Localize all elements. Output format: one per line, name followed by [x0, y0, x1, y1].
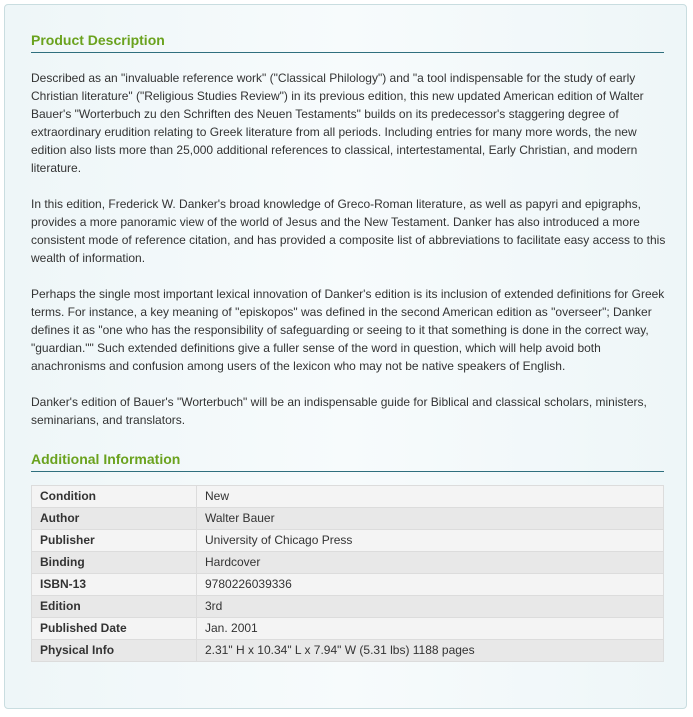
row-label-publisher: Publisher	[32, 530, 197, 552]
row-value-condition: New	[197, 486, 664, 508]
table-row	[32, 640, 664, 662]
description-paragraph: In this edition, Frederick W. Danker's broad knowledge of Greco-Roman literature, as well as papyri and epigraphs, provides a more panoramic view of the world of Jesus and the New Testament. Danker has also introduced a more consistent mode of reference citation, and has provided a composite list of abbreviations to facilitate easy access to this wealth of information.	[31, 197, 666, 265]
additional-information-table	[31, 485, 664, 662]
row-value-binding: Hardcover	[197, 552, 664, 574]
row-value-published-date: Jan. 2001	[197, 618, 664, 640]
row-label-isbn: ISBN-13	[32, 574, 197, 596]
row-value-isbn: 9780226039336	[197, 574, 664, 596]
table-row	[32, 596, 664, 618]
row-value-physical-info: 2.31" H x 10.34" L x 7.94" W (5.31 lbs) 1188 pages	[197, 640, 664, 662]
description-paragraph: Described as an "invaluable reference work" ("Classical Philology") and "a tool indispensable for the study of early Christian literature" ("Religious Studies Review") in its previous edition, this new updated American edition of Walter Bauer's "Worterbuch zu den Schriften des Neuen Testaments" builds on its predecessor's staggering degree of extraordinary erudition relating to Greek literature from all periods. Including entries for many more words, the new edition also lists more than 25,000 additional references to classical, intertestamental, Early Christian, and modern literature.	[31, 71, 644, 175]
table-row	[32, 530, 664, 552]
row-value-edition: 3rd	[197, 596, 664, 618]
row-label-edition: Edition	[32, 596, 197, 618]
row-label-author: Author	[32, 508, 197, 530]
table-row	[32, 486, 664, 508]
row-value-author: Walter Bauer	[197, 508, 664, 530]
row-value-publisher: University of Chicago Press	[197, 530, 664, 552]
table-row	[32, 574, 664, 596]
product-info-panel	[4, 4, 687, 709]
row-label-physical-info: Physical Info	[32, 640, 197, 662]
row-label-condition: Condition	[32, 486, 197, 508]
table-row	[32, 618, 664, 640]
table-row	[32, 508, 664, 530]
additional-information-heading: Additional Information	[31, 451, 664, 472]
description-paragraph: Perhaps the single most important lexical innovation of Danker's edition is its inclusion of extended definitions for Greek terms. For instance, a key meaning of "episkopos" was defined in the second American edition as "overseer"; Danker defines it as "one who has the responsibility of safeguarding or seeing to it that something is done in the correct way, "guardian."" Such extended definitions give a fuller sense of the word in question, which will help avoid both anachronisms and confusion among users of the lexicon who may not be native speakers of English.	[31, 287, 665, 373]
product-description-body	[31, 69, 667, 447]
row-label-published-date: Published Date	[32, 618, 197, 640]
row-label-binding: Binding	[32, 552, 197, 574]
description-paragraph: Danker's edition of Bauer's "Worterbuch" will be an indispensable guide for Biblical and classical scholars, ministers, seminarians, and translators.	[31, 395, 647, 427]
table-row	[32, 552, 664, 574]
product-description-heading: Product Description	[31, 32, 664, 53]
